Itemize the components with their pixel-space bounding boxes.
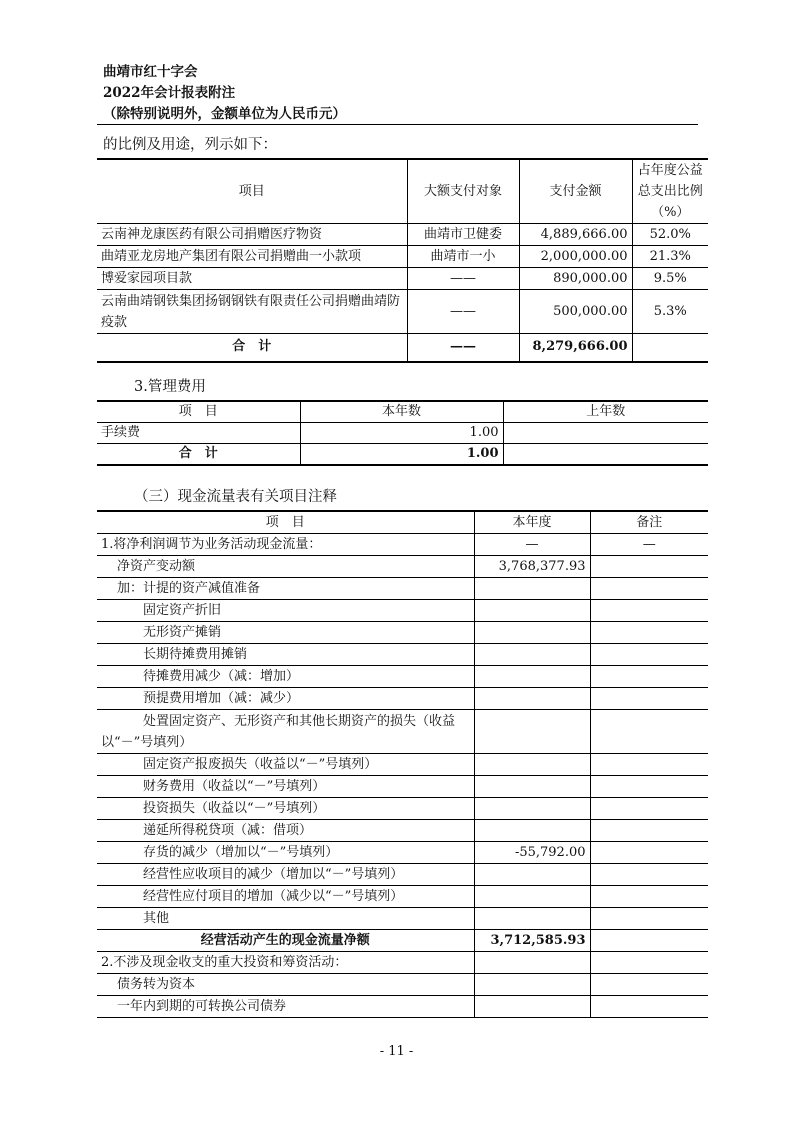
col-header-note: 备注 [590,511,708,534]
currency-note: （除特别说明外，金额单位为人民币元） [103,106,346,122]
cashflow-note [590,974,708,996]
cashflow-item: 债务转为资本 [97,974,474,996]
cashflow-current [474,864,590,886]
table-row [97,996,708,1018]
cashflow-item: 1.将净利润调节为业务活动现金流量： [97,534,474,556]
cashflow-item: 递延所得税贷项（减：借项） [97,820,474,842]
cashflow-note [590,842,708,864]
col-header-item: 项目 [97,159,407,224]
cashflow-note [590,754,708,776]
cashflow-current [474,886,590,908]
cashflow-note [590,666,708,688]
donation-item: 云南神龙康医药有限公司捐赠医疗物资 [97,224,407,246]
cashflow-item: 净资产变动额 [97,556,474,578]
table-row [97,224,708,246]
report-title: 2022年会计报表附注 [103,85,236,101]
cashflow-note: — [590,534,708,556]
cashflow-note [590,952,708,974]
donation-target: —— [407,290,519,334]
cashflow-item: 一年内到期的可转换公司债券 [97,996,474,1018]
cashflow-note [590,600,708,622]
table-row [97,930,708,952]
table-row [97,622,708,644]
cashflow-current [474,754,590,776]
donation-target: 曲靖市一小 [407,246,519,268]
total-ratio [632,334,708,362]
table-row [97,666,708,688]
table-header-row [97,159,708,224]
cashflow-note [590,798,708,820]
table-row [97,864,708,886]
cashflow-note [590,776,708,798]
donation-ratio: 5.3% [632,290,708,334]
table-row [97,423,708,444]
total-prior [503,444,708,466]
cashflow-note [590,864,708,886]
cashflow-note [590,644,708,666]
table-row [97,644,708,666]
cashflow-table [97,510,708,1018]
donation-item: 曲靖亚龙房地产集团有限公司捐赠曲一小款项 [97,246,407,268]
cashflow-item: 加：计提的资产减值准备 [97,578,474,600]
donation-amount: 890,000.00 [519,268,632,290]
table-row [97,534,708,556]
cashflow-item: 财务费用（收益以“－”号填列） [97,776,474,798]
expense-item: 手续费 [97,423,300,444]
cashflow-item: 经营活动产生的现金流量净额 [97,930,474,952]
org-name: 曲靖市红十字会 [103,64,198,80]
table-row [97,290,708,334]
total-label: 合 计 [97,334,407,362]
table-row [97,710,708,754]
col-header-prior: 上年数 [503,401,708,423]
cashflow-item: 待摊费用减少（减：增加） [97,666,474,688]
total-label: 合 计 [97,444,300,466]
cashflow-item: 处置固定资产、无形资产和其他长期资产的损失（收益以“－”号填列） [97,710,474,754]
cashflow-current [474,974,590,996]
cashflow-current: 3,768,377.93 [474,556,590,578]
total-amount: 8,279,666.00 [519,334,632,362]
cashflow-note [590,710,708,754]
donation-target: 曲靖市卫健委 [407,224,519,246]
table-header-row [97,401,708,423]
table-row [97,556,708,578]
table-header-row [97,511,708,534]
cashflow-note [590,996,708,1018]
table-row [97,754,708,776]
table-row [97,268,708,290]
cashflow-current [474,710,590,754]
donation-target: —— [407,268,519,290]
table-row [97,600,708,622]
table-row [97,776,708,798]
cashflow-note [590,622,708,644]
cashflow-current [474,996,590,1018]
cashflow-item: 其他 [97,908,474,930]
cashflow-note [590,578,708,600]
cashflow-current [474,952,590,974]
cashflow-current [474,622,590,644]
page-number: - 11 - [379,1044,414,1059]
cashflow-current: -55,792.00 [474,842,590,864]
expense-prior [503,423,708,444]
cashflow-item: 无形资产摊销 [97,622,474,644]
table-row [97,886,708,908]
cashflow-current [474,798,590,820]
section-title-cashflow: （三）现金流量表有关项目注释 [134,489,337,505]
header-rule [97,124,698,125]
cashflow-note [590,556,708,578]
donation-ratio: 21.3% [632,246,708,268]
table-row [97,842,708,864]
table-row [97,908,708,930]
col-header-current: 本年数 [300,401,503,423]
table-row [97,688,708,710]
cashflow-note [590,930,708,952]
cashflow-item: 预提费用增加（减：减少） [97,688,474,710]
expense-current: 1.00 [300,423,503,444]
col-header-ratio: 占年度公益总支出比例（%） [632,159,708,224]
donation-amount: 4,889,666.00 [519,224,632,246]
cashflow-note [590,908,708,930]
table-row [97,578,708,600]
total-current: 1.00 [300,444,503,466]
table-row [97,952,708,974]
cashflow-item: 固定资产报废损失（收益以“－”号填列） [97,754,474,776]
cashflow-item: 固定资产折旧 [97,600,474,622]
cashflow-current: — [474,534,590,556]
donation-item: 博爱家园项目款 [97,268,407,290]
donation-ratio: 9.5% [632,268,708,290]
table-row [97,246,708,268]
cashflow-note [590,820,708,842]
total-target: —— [407,334,519,362]
donation-amount: 500,000.00 [519,290,632,334]
cashflow-item: 长期待摊费用摊销 [97,644,474,666]
col-header-current: 本年度 [474,511,590,534]
cashflow-current [474,688,590,710]
section-title-mgmt: 3.管理费用 [134,379,206,395]
management-expense-table [97,400,708,466]
cashflow-item: 2.不涉及现金收支的重大投资和筹资活动： [97,952,474,974]
total-row [97,444,708,466]
cashflow-current [474,578,590,600]
cashflow-item: 投资损失（收益以“－”号填列） [97,798,474,820]
cashflow-item: 经营性应收项目的减少（增加以“－”号填列） [97,864,474,886]
donation-ratio: 52.0% [632,224,708,246]
col-header-item: 项 目 [97,401,300,423]
cashflow-current: 3,712,585.93 [474,930,590,952]
cashflow-current [474,666,590,688]
donation-amount: 2,000,000.00 [519,246,632,268]
cashflow-item: 经营性应付项目的增加（减少以“－”号填列） [97,886,474,908]
total-row [97,334,708,362]
cashflow-current [474,600,590,622]
cashflow-current [474,820,590,842]
cashflow-item: 存货的减少（增加以“－”号填列） [97,842,474,864]
table-row [97,820,708,842]
col-header-amount: 支付金额 [519,159,632,224]
table-row [97,798,708,820]
col-header-target: 大额支付对象 [407,159,519,224]
donation-item: 云南曲靖钢铁集团扬钢钢铁有限责任公司捐赠曲靖防疫款 [97,290,407,334]
cashflow-current [474,644,590,666]
col-header-item: 项 目 [97,511,474,534]
cashflow-note [590,886,708,908]
intro-text: 的比例及用途，列示如下： [103,137,277,153]
cashflow-current [474,776,590,798]
cashflow-note [590,688,708,710]
cashflow-current [474,908,590,930]
table-row [97,974,708,996]
donation-table [97,158,708,363]
